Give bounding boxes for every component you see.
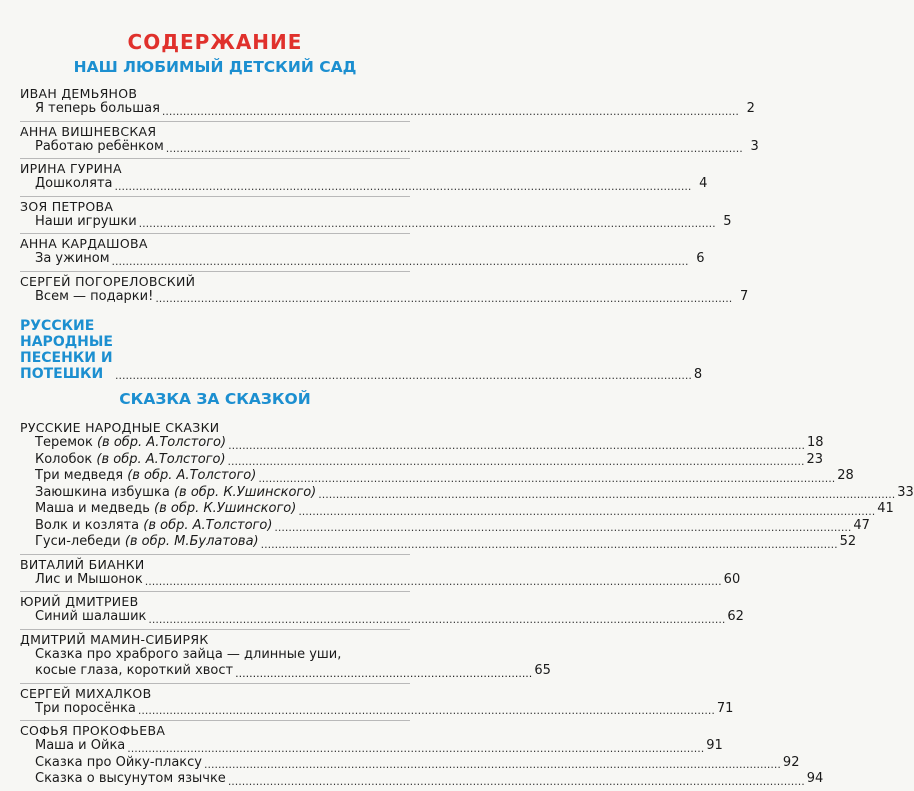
entry-note: (в обр. А.Толстого) <box>96 451 226 467</box>
entry-note: (в обр. К.Ушинского) <box>154 501 297 516</box>
entry-title <box>35 468 256 485</box>
entry-title-text: Колобок <box>35 451 93 467</box>
leader-dots <box>127 742 704 755</box>
entry-title <box>35 609 146 626</box>
leader-dots <box>228 455 805 468</box>
entry-page: 6 <box>696 251 705 266</box>
entry-page: 94 <box>806 771 824 786</box>
leader-dots <box>145 575 722 588</box>
author-block <box>20 158 708 196</box>
entry-page: 33 <box>897 484 914 500</box>
leader-dots <box>162 105 739 118</box>
leader-dots <box>114 180 691 193</box>
author-block <box>20 271 749 309</box>
entry-note: (в обр. М.Булатова) <box>124 534 259 549</box>
entry-title <box>35 139 164 156</box>
entry-title <box>35 251 110 268</box>
entry-title <box>35 518 272 535</box>
toc-entry[interactable] <box>20 700 734 718</box>
leader-dots <box>204 758 781 771</box>
entry-page: 52 <box>839 534 857 549</box>
entry-page: 92 <box>782 754 800 770</box>
entry-title-text: За ужином <box>35 251 110 266</box>
author-name: АННА ВИШНЕВСКАЯ <box>20 121 410 139</box>
entry-title <box>35 452 226 469</box>
leader-dots <box>228 439 805 452</box>
entry-title <box>35 771 226 788</box>
entry-title-line1: Сказка про храброго зайца — длинные уши, <box>35 646 342 662</box>
entry-title <box>35 738 125 755</box>
leader-dots <box>148 613 725 626</box>
entry-title-text: Сказка о высунутом язычке <box>35 771 226 786</box>
toc-entry[interactable] <box>20 754 800 772</box>
entry-note: (в обр. К.Ушинского) <box>173 484 317 500</box>
section-fairytales-list <box>20 418 914 791</box>
author-name: ДМИТРИЙ МАМИН-СИБИРЯК <box>20 629 410 647</box>
entry-title-text: Заюшкина избушка <box>35 484 170 500</box>
entry-title-text: Синий шалашик <box>35 609 147 624</box>
leader-dots <box>112 255 689 268</box>
entry-title-text: Работаю ребёнком <box>35 138 164 154</box>
author-name: ИВАН ДЕМЬЯНОВ <box>20 86 138 101</box>
leader-dots <box>298 505 875 518</box>
entry-title-text: Волк и козлята <box>35 517 140 533</box>
author-block <box>20 591 744 629</box>
entry-title <box>35 289 153 306</box>
entry-page: 5 <box>723 213 732 229</box>
toc-entry[interactable] <box>20 451 824 469</box>
entry-title-line2-row <box>35 663 551 680</box>
toc-entry[interactable] <box>20 435 824 452</box>
entry-title-text: Лис и Мышонок <box>35 571 143 587</box>
entry-title-text: Маша и Ойка <box>35 738 126 753</box>
entry-page: 23 <box>806 451 824 467</box>
entry-page: 4 <box>699 176 708 191</box>
entry-page: 60 <box>723 571 741 587</box>
author-block <box>20 554 741 592</box>
toc-entry-folk-songs[interactable] <box>20 318 703 382</box>
entry-title <box>35 101 160 118</box>
author-block <box>20 629 551 683</box>
section-title-kindergarten: НАШ ЛЮБИМЫЙ ДЕТСКИЙ САД <box>73 58 357 76</box>
entry-page: 28 <box>837 468 854 483</box>
entry-title-text: Я теперь большая <box>35 101 160 116</box>
leader-dots <box>274 521 851 534</box>
author-block <box>20 233 705 271</box>
entry-page: 71 <box>716 700 734 716</box>
leader-dots <box>166 142 743 155</box>
toc-entry[interactable] <box>20 738 723 755</box>
entry-title <box>35 572 143 589</box>
toc-entry[interactable] <box>20 517 870 535</box>
leader-dots <box>318 488 895 501</box>
leader-dots: ..................................................................................... <box>235 666 533 680</box>
entry-title-text: Гуси-лебеди <box>35 534 121 549</box>
entry-page: 3 <box>750 138 759 154</box>
author-name: ЗОЯ ПЕТРОВА <box>20 196 410 214</box>
entry-title-text: Три медведя <box>35 468 124 483</box>
entry-title-text: Маша и медведь <box>35 501 150 516</box>
author-name: СОФЬЯ ПРОКОФЬЕВА <box>20 720 410 738</box>
toc-entry[interactable] <box>20 213 732 231</box>
entry-title-line2: косые глаза, короткий хвост <box>35 663 234 678</box>
entry-page: 41 <box>877 501 894 516</box>
leader-dots <box>258 472 835 485</box>
section-title-fairytales: СКАЗКА ЗА СКАЗКОЙ <box>119 390 311 408</box>
entry-note: (в обр. А.Толстого) <box>96 435 227 450</box>
entry-page: 65 <box>534 663 551 678</box>
entry-title-text: Дошколята <box>35 176 113 191</box>
entry-title <box>35 701 136 718</box>
toc-entry[interactable] <box>20 609 744 626</box>
section-kindergarten-list <box>20 84 759 308</box>
entry-title <box>35 534 259 551</box>
entry-title <box>35 435 226 452</box>
folk-songs-title: РУССКИЕ НАРОДНЫЕ ПЕСЕНКИ И ПОТЕШКИ <box>20 318 113 382</box>
leader-dots <box>139 217 716 230</box>
entry-page: 18 <box>807 435 824 450</box>
toc-entry[interactable] <box>20 468 854 485</box>
toc-entry[interactable] <box>20 534 857 551</box>
leader-dots <box>228 775 805 788</box>
author-name: СЕРГЕЙ МИХАЛКОВ <box>20 683 410 701</box>
author-name: ИРИНА ГУРИНА <box>20 158 410 176</box>
toc-entry[interactable] <box>20 101 755 118</box>
author-block <box>20 196 732 234</box>
entry-title <box>35 755 202 772</box>
toc-entry[interactable] <box>20 176 708 193</box>
entry-note: (в обр. А.Толстого) <box>143 517 273 533</box>
toc-entry[interactable] <box>20 251 705 268</box>
entry-title-text: Всем — подарки! <box>35 288 154 304</box>
entry-title-text: Наши игрушки <box>35 213 137 229</box>
author-name: АННА КАРДАШОВА <box>20 233 410 251</box>
folk-songs-page: 8 <box>693 367 703 382</box>
toc-entry-multiline[interactable] <box>20 646 551 680</box>
author-block <box>20 121 759 159</box>
page-title: СОДЕРЖАНИЕ <box>127 30 303 54</box>
author-name: ВИТАЛИЙ БИАНКИ <box>20 554 410 572</box>
toc-entry[interactable] <box>20 771 824 788</box>
author-name: РУССКИЕ НАРОДНЫЕ СКАЗКИ <box>20 420 220 435</box>
author-block <box>20 418 914 554</box>
entry-page: 7 <box>739 288 749 304</box>
entry-title <box>35 501 296 518</box>
entry-title-text: Теремок <box>35 435 93 450</box>
leader-dots <box>155 292 732 305</box>
entry-title-text: Три поросёнка <box>35 700 136 716</box>
author-block <box>20 84 755 121</box>
leader-dots <box>261 538 838 551</box>
entry-title <box>35 176 112 193</box>
toc-entry[interactable] <box>20 484 914 502</box>
entry-title-text: Сказка про Ойку-плаксу <box>35 754 202 770</box>
author-block <box>20 720 824 791</box>
entry-title <box>35 214 137 231</box>
author-block <box>20 683 734 721</box>
author-name: ЮРИЙ ДМИТРИЕВ <box>20 591 410 609</box>
leader-dots <box>115 369 692 382</box>
toc-entry[interactable] <box>20 138 759 156</box>
entry-page: 62 <box>727 609 744 624</box>
entry-page: 2 <box>746 101 755 116</box>
leader-dots <box>138 704 715 717</box>
toc-entry[interactable] <box>20 571 741 589</box>
entry-page: 47 <box>853 517 870 533</box>
entry-title <box>35 485 316 502</box>
entry-note: (в обр. А.Толстого) <box>127 468 257 483</box>
author-name: СЕРГЕЙ ПОГОРЕЛОВСКИЙ <box>20 271 410 289</box>
entry-page: 91 <box>706 738 723 753</box>
toc-entry[interactable] <box>20 501 894 518</box>
toc-entry[interactable] <box>20 288 749 306</box>
